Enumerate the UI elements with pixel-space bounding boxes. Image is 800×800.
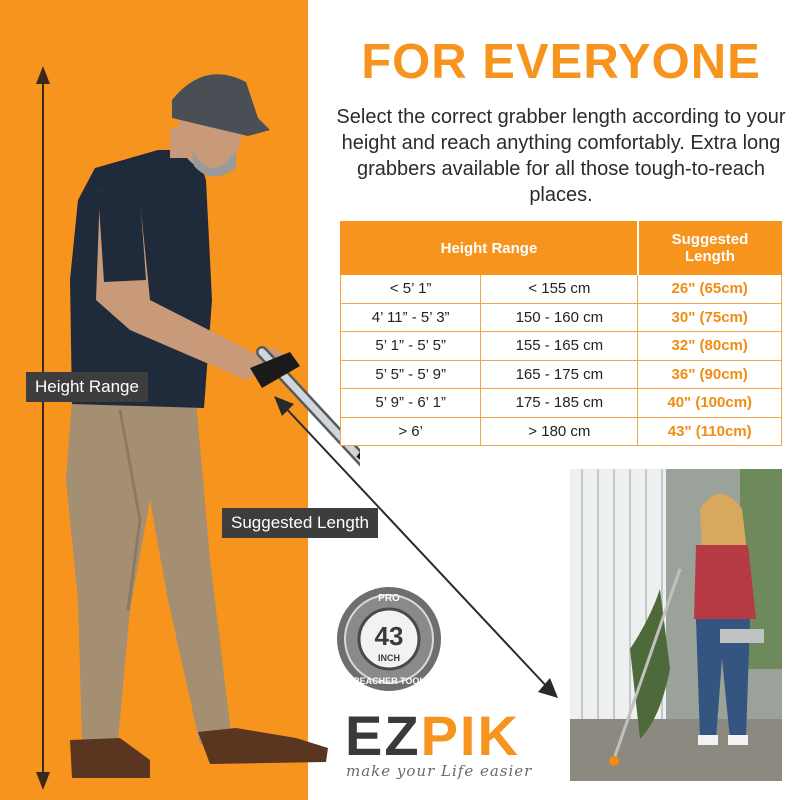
table-row	[341, 417, 782, 446]
badge-number: 43	[374, 621, 404, 651]
height-imperial-cell: < 5’ 1”	[341, 275, 481, 304]
height-range-label: Height Range	[26, 372, 148, 402]
height-metric-cell: < 155 cm	[481, 275, 638, 304]
description: Select the correct grabber length according to your height and reach anything comfortably. Extra long grabbers available for all those tough-to-reach places.	[336, 106, 786, 206]
headline: FOR EVERYONE	[361, 35, 761, 89]
badge-bottom-text: REACHER TOOL	[353, 676, 425, 686]
badge-top-text: PRO	[378, 593, 400, 604]
badge-unit: INCH	[378, 653, 400, 663]
suggested-length-header	[638, 222, 782, 275]
table-row	[341, 360, 782, 389]
height-imperial-cell: 4’ 11” - 5’ 3”	[341, 303, 481, 332]
woman-using-reacher-photo	[570, 469, 782, 781]
table-row	[341, 303, 782, 332]
length-cell: 32" (80cm)	[638, 332, 782, 361]
height-imperial-cell: 5’ 9” - 6’ 1”	[341, 389, 481, 418]
height-metric-cell: > 180 cm	[481, 417, 638, 446]
pro-43-inch-badge	[335, 585, 443, 693]
table-row	[341, 275, 782, 304]
height-range-header: Height Range	[341, 222, 638, 275]
length-cell: 40" (100cm)	[638, 389, 782, 418]
height-imperial-cell: > 6’	[341, 417, 481, 446]
height-metric-cell: 155 - 165 cm	[481, 332, 638, 361]
suggested-length-label: Suggested Length	[222, 508, 378, 538]
table-row	[341, 389, 782, 418]
height-metric-cell: 165 - 175 cm	[481, 360, 638, 389]
logo-pik: PIK	[420, 704, 520, 767]
length-cell: 26" (65cm)	[638, 275, 782, 304]
table-header-row	[341, 222, 782, 275]
length-cell: 43" (110cm)	[638, 417, 782, 446]
height-metric-cell: 175 - 185 cm	[481, 389, 638, 418]
ezpik-logo	[345, 704, 520, 767]
table-row	[341, 332, 782, 361]
logo-ez: EZ	[345, 704, 421, 767]
length-cell: 36" (90cm)	[638, 360, 782, 389]
height-imperial-cell: 5’ 1” - 5’ 5”	[341, 332, 481, 361]
length-cell: 30" (75cm)	[638, 303, 782, 332]
height-imperial-cell: 5’ 5” - 5’ 9”	[341, 360, 481, 389]
suggested-length-header-line2: Length	[684, 248, 735, 265]
suggested-length-header-line1: Suggested	[671, 231, 749, 248]
size-chart-table	[340, 221, 782, 446]
logo-tagline: make your Life easier	[346, 762, 533, 780]
height-metric-cell: 150 - 160 cm	[481, 303, 638, 332]
